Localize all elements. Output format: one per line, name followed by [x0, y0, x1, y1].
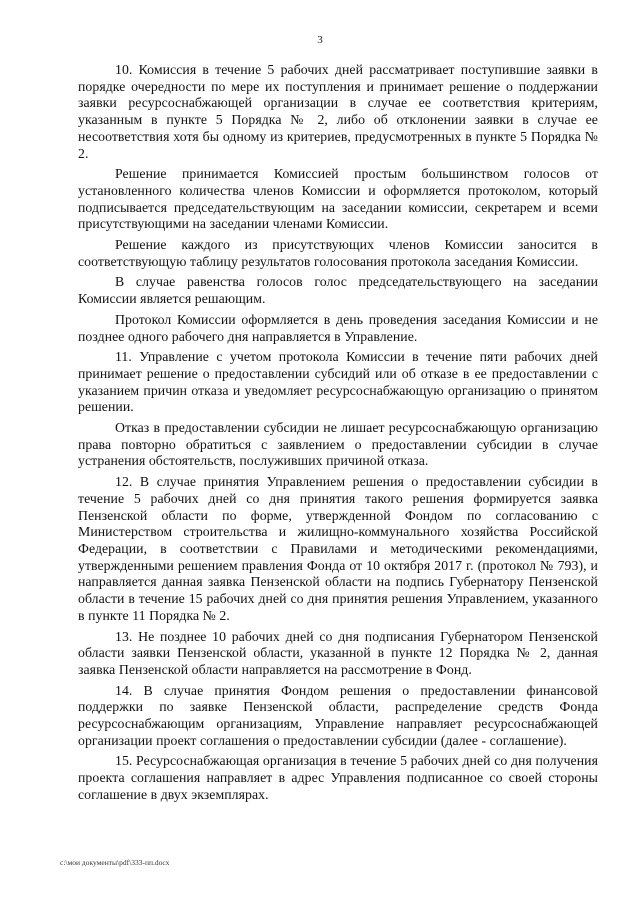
paragraph-15: 15. Ресурсоснабжающая организация в течение 5 рабочих дней со дня получения проекта соглашения направляет в адрес Управления подписанное со своей стороны соглашение в двух экземплярах. [78, 753, 598, 802]
document-body [78, 62, 598, 808]
paragraph-13: 13. Не позднее 10 рабочих дней со дня подписания Губернатором Пензенской области заявки Пензенской области, указанной в пункте 12 Порядка № 2, данная заявка Пензенской области направляется на рассмотрение в Фонд. [78, 628, 598, 677]
paragraph-tie-vote: В случае равенства голосов голос председательствующего на заседании Комиссии является решающим. [78, 274, 598, 307]
footer-file-path: c:\мои документы\pdf\333-пп.docx [60, 858, 170, 867]
paragraph-decision-voting: Решение принимается Комиссией простым большинством голосов от установленного количества членов Комиссии и оформляется протоколом, который подписывается председательствующим на заседании комиссии, секретарем и всеми присутствующими на заседании членами Комиссии. [78, 166, 598, 232]
page-number: 3 [317, 34, 323, 46]
paragraph-12: 12. В случае принятия Управлением решения о предоставлении субсидии в течение 5 рабочих дней со дня принятия такого решения формируется заявка Пензенской области по форме, утвержденной Фондом по согласованию с Министерством строительства и жилищно-коммунального хозяйства Российской Федерации, в соответствии с Правилами и методическими рекомендациями, утвержденными решением правления Фонда от 10 октября 2017 г. (протокол № 793), и направляется данная заявка Пензенской области на подпись Губернатору Пензенской области в течение 15 рабочих дней со дня принятия решения Управлением, указанного в пункте 11 Порядка № 2. [78, 474, 598, 623]
paragraph-14: 14. В случае принятия Фондом решения о предоставлении финансовой поддержки по заявке Пензенской области, распределение средств Фонда ресурсоснабжающим организациям, Управление направляет ресурсоснабжающей организации проект соглашения о предоставлении субсидии (далее - соглашение). [78, 682, 598, 748]
paragraph-member-decision: Решение каждого из присутствующих членов Комиссии заносится в соответствующую таблицу результатов голосования протокола заседания Комиссии. [78, 237, 598, 269]
paragraph-refusal: Отказ в предоставлении субсидии не лишает ресурсоснабжающую организацию права повторно обратиться с заявлением о предоставлении субсидии в случае устранения обстоятельств, послуживших причиной отказа. [78, 420, 598, 469]
paragraph-protocol: Протокол Комиссии оформляется в день проведения заседания Комиссии и не позднее одного рабочего дня направляется в Управление. [78, 311, 598, 344]
paragraph-11: 11. Управление с учетом протокола Комиссии в течение пяти рабочих дней принимает решение о предоставлении субсидий или об отказе в ее предоставлении с указанием причин отказа и уведомляет ресурсоснабжающую организацию о принятом решении. [78, 349, 598, 415]
paragraph-10: 10. Комиссия в течение 5 рабочих дней рассматривает поступившие заявки в порядке очередности по мере их поступления и принимает решение о поддержании заявки ресурсоснабжающей организации в случае ее соответствия критериям, указанным в пункте 5 Порядка № 2, либо об отклонении заявки в случае ее несоответствия хотя бы одному из критериев, предусмотренных в пункте 5 Порядка № 2. [78, 62, 598, 161]
